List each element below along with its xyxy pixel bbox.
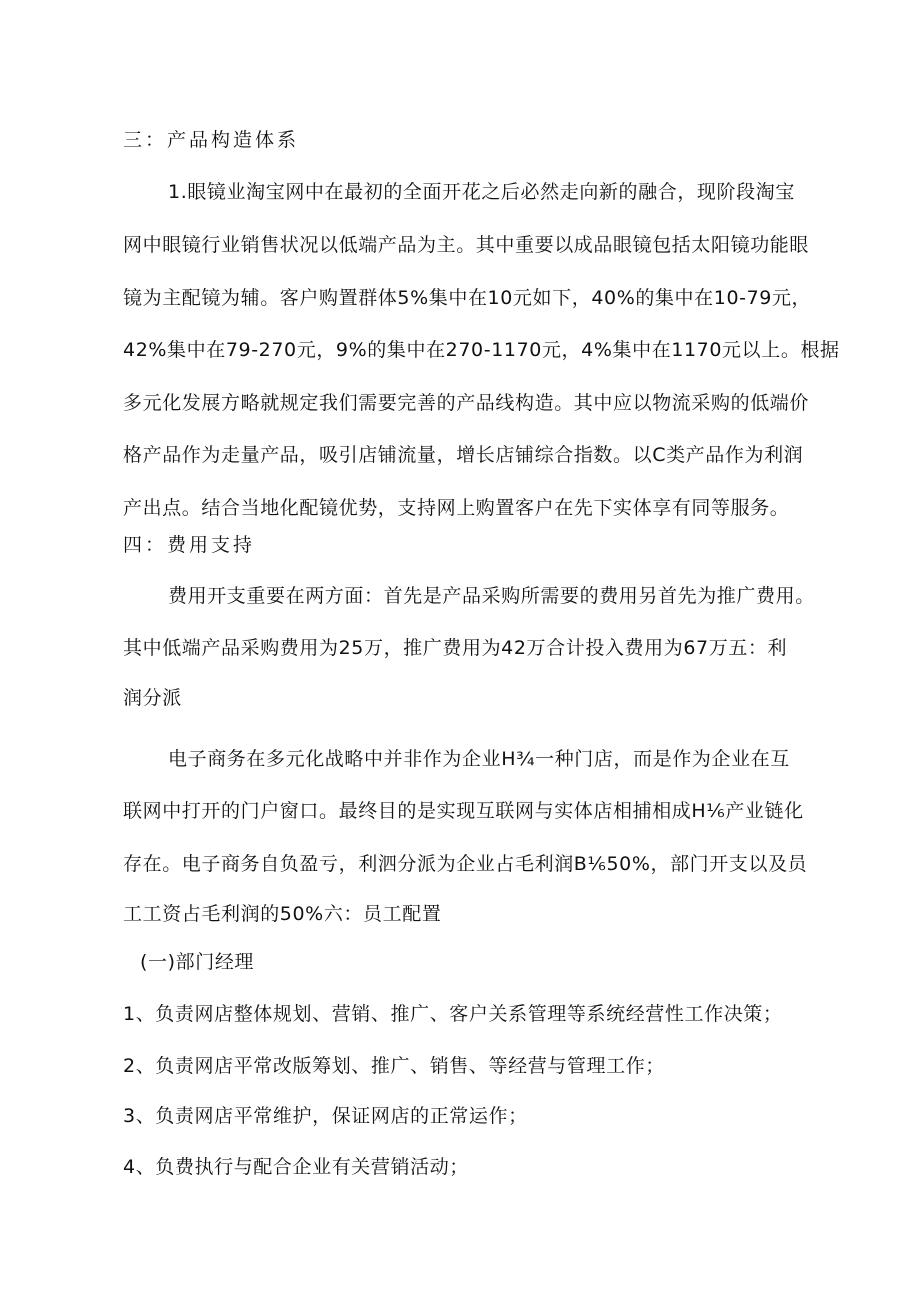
section-5-line-1: 电子商务在多元化战略中并非作为企业H¾一种门店，而是作为企业在互 — [168, 748, 790, 770]
section-4-line-3: 润分派 — [123, 687, 182, 709]
duty-item-4: 4、负费执行与配合企业有关营销活动； — [123, 1156, 469, 1178]
section-3-line-2: 网中眼镜行业销售状况以低端产品为主。其中重要以成品眼镜包括太阳镜功能眼 — [123, 234, 810, 256]
section-3-heading: 三：产品构造体系 — [123, 129, 300, 151]
section-3-line-3: 镜为主配镜为辅。客户购置群体5%集中在10元如下，40%的集中在10-79元， — [123, 287, 812, 309]
duty-item-1: 1、负责网店整体规划、营销、推广、客户关系管理等系统经营性工作决策； — [123, 1003, 783, 1025]
section-3-line-5: 多元化发展方略就规定我们需要完善的产品线构造。其中应以物流采购的低端价 — [123, 392, 810, 414]
section-5-line-2: 联网中打开的门户窗口。最终目的是实现互联网与实体店相捕相成H⅙产业链化 — [123, 800, 804, 822]
section-5-line-3: 存在。电子商务自负盈亏，利泗分派为企业占毛利润B⅙50%，部门开支以及员 — [123, 853, 808, 875]
department-manager-subheading: (一)部门经理 — [140, 951, 255, 973]
section-5-line-4: 工工资占毛利润的50%六：员工配置 — [123, 903, 442, 925]
section-3-line-7: 产出点。结合当地化配镜优势，支持网上购置客户在先下实体享有同等服务。 — [123, 497, 790, 519]
duty-item-2: 2、负责网店平常改版筹划、推广、销售、等经营与管理工作； — [123, 1055, 665, 1077]
section-3-line-1: 1.眼镜业淘宝网中在最初的全面开花之后必然走向新的融合，现阶段淘宝 — [168, 181, 795, 203]
duty-item-3: 3、负责网店平常维护，保证网店的正常运作； — [123, 1105, 528, 1127]
section-3-line-6: 格产品作为走量产品，吸引店铺流量，增长店铺综合指数。以C类产品作为利润 — [123, 444, 804, 466]
section-4-line-2: 其中低端产品采购费用为25万，推广费用为42万合计投入费用为67万五：利 — [123, 637, 788, 659]
section-4-line-1: 费用开支重要在两方面：首先是产品采购所需要的费用另首先为推广费用。 — [168, 585, 815, 607]
section-3-line-4: 42%集中在79-270元，9%的集中在270-1170元，4%集中在1170元以上。根据 — [123, 339, 840, 361]
section-4-heading: 四：费用支持 — [123, 534, 256, 556]
